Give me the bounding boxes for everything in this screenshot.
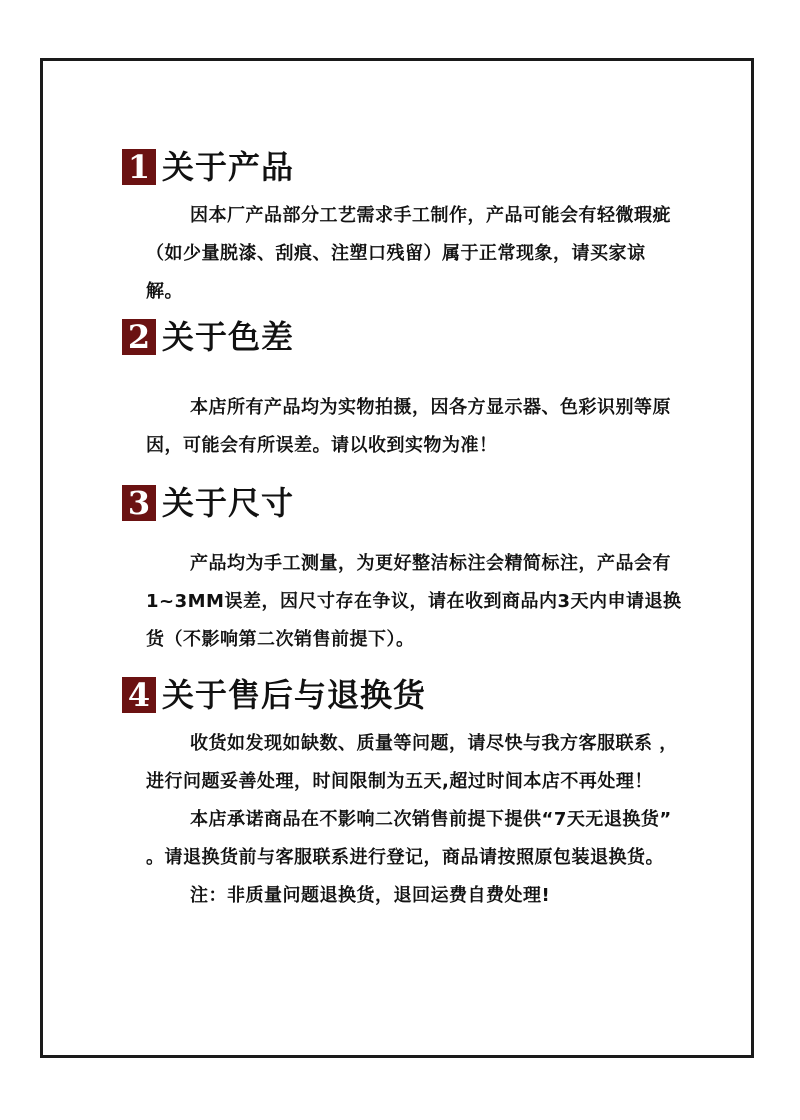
section-title: 关于产品	[162, 148, 295, 186]
section-paragraph: 产品均为手工测量，为更好整洁标注会精简标注，产品会有1~3MM误差，因尺寸存在争议，请在收到商品内3天内申请退换货（不影响第二次销售前提下）。	[146, 553, 682, 650]
section-about-size	[122, 481, 682, 659]
section-about-color	[122, 315, 682, 465]
section-heading	[122, 481, 682, 525]
section-heading	[122, 145, 682, 189]
section-paragraph: 收货如发现如缺数、质量等问题，请尽快与我方客服联系 ，进行问题妥善处理，时间限制为五天,超过时间本店不再处理！	[146, 733, 678, 792]
section-about-product	[122, 145, 682, 311]
section-title: 关于售后与退换货	[162, 676, 427, 714]
section-number-badge: 1	[122, 149, 156, 185]
section-number-badge: 2	[122, 319, 156, 355]
section-heading	[122, 315, 682, 359]
section-about-after-sales	[122, 673, 682, 915]
section-paragraph: 本店承诺商品在不影响二次销售前提下提供“7天无退换货” 。请退换货前与客服联系进行登记，商品请按照原包装退换货。	[146, 809, 672, 868]
section-note: 注：非质量问题退换货，退回运费自费处理!	[190, 885, 551, 906]
section-number-badge: 3	[122, 485, 156, 521]
section-number-badge: 4	[122, 677, 156, 713]
section-paragraph: 因本厂产品部分工艺需求手工制作，产品可能会有轻微瑕疵（如少量脱漆、刮痕、注塑口残留）属于正常现象，请买家谅解。	[146, 205, 671, 302]
section-paragraph: 本店所有产品均为实物拍摄，因各方显示器、色彩识别等原因，可能会有所误差。请以收到实物为准！	[146, 397, 671, 456]
section-title: 关于尺寸	[162, 484, 295, 522]
section-heading	[122, 673, 682, 717]
section-title: 关于色差	[162, 318, 295, 356]
